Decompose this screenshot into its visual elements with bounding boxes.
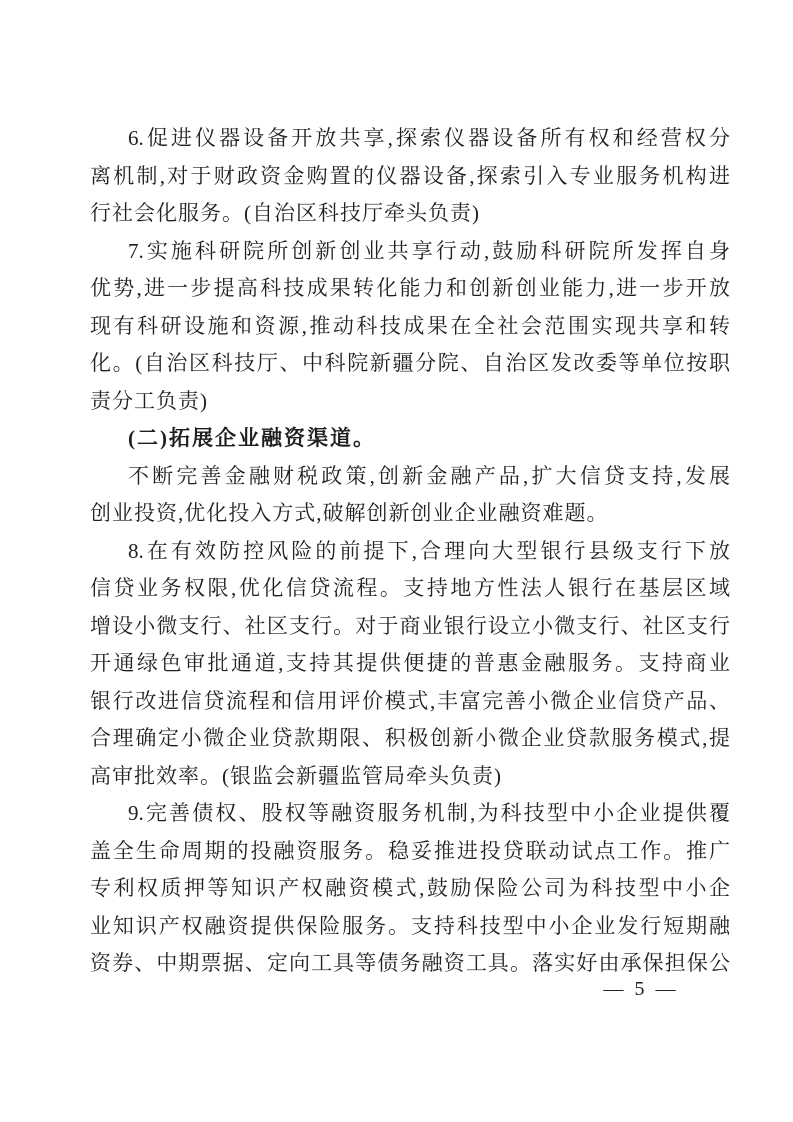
text-line: 业知识产权融资提供保险服务。支持科技型中小企业发行短期融 [90, 913, 730, 938]
text-line: 专利权质押等知识产权融资模式,鼓励保险公司为科技型中小企 [90, 876, 730, 900]
text-line: 增设小微支行、社区支行。对于商业银行设立小微支行、社区支行 [90, 613, 730, 638]
text-line: 离机制,对于财政资金购置的仪器设备,探索引入专业服务机构进 [90, 163, 730, 188]
text-line: 优势,进一步提高科技成果转化能力和创新创业能力,进一步开放 [90, 276, 730, 300]
text-line: 合理确定小微企业贷款期限、积极创新小微企业贷款服务模式,提 [90, 726, 730, 750]
text-line: 创业投资,优化投入方式,破解创新创业企业融资难题。 [90, 501, 609, 525]
text-line: 信贷业务权限,优化信贷流程。支持地方性法人银行在基层区域 [90, 576, 730, 600]
page-number: — 5 — [603, 978, 679, 1000]
text-line: 责分工负责) [90, 388, 208, 413]
text-line: 高审批效率。(银监会新疆监管局牵头负责) [90, 763, 502, 788]
text-line: 盖全生命周期的投融资服务。稳妥推进投贷联动试点工作。推广 [90, 838, 730, 863]
document-body [90, 120, 730, 983]
text-line: 化。(自治区科技厅、中科院新疆分院、自治区发改委等单位按职 [90, 351, 730, 375]
text-line: 开通绿色审批通道,支持其提供便捷的普惠金融服务。支持商业 [90, 651, 730, 675]
text-line: 6.促进仪器设备开放共享,探索仪器设备所有权和经营权分 [128, 126, 730, 150]
text-line: 9.完善债权、股权等融资服务机制,为科技型中小企业提供覆 [128, 801, 730, 825]
text-line: 行社会化服务。(自治区科技厅牵头负责) [90, 201, 480, 225]
section-heading: (二)拓展企业融资渠道。 [128, 426, 376, 450]
text-line: 不断完善金融财税政策,创新金融产品,扩大信贷支持,发展 [128, 463, 730, 488]
text-line: 7.实施科研院所创新创业共享行动,鼓励科研院所发挥自身 [128, 238, 730, 263]
text-line: 8.在有效防控风险的前提下,合理向大型银行县级支行下放 [128, 538, 730, 563]
text-line: 资券、中期票据、定向工具等债务融资工具。落实好由承保担保公 [90, 951, 730, 975]
text-line: 现有科研设施和资源,推动科技成果在全社会范围实现共享和转 [90, 313, 730, 338]
text-line: 银行改进信贷流程和信用评价模式,丰富完善小微企业信贷产品、 [90, 688, 730, 713]
